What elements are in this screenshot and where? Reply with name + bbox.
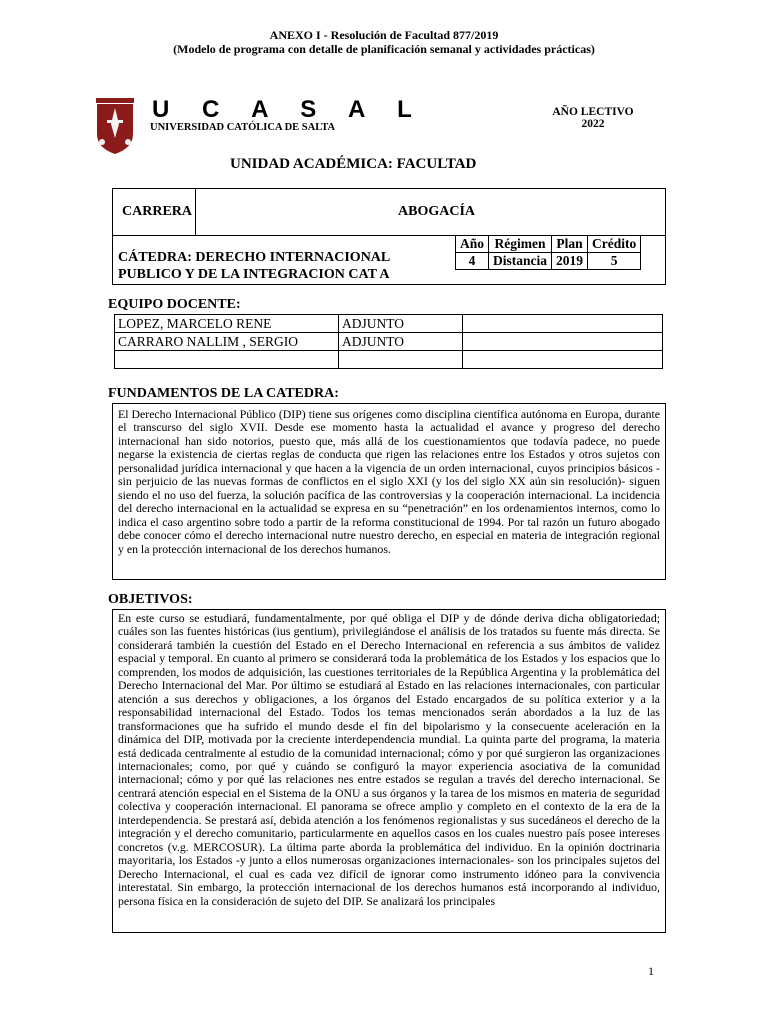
foundations-text: El Derecho Internacional Público (DIP) tiene sus orígenes como disciplina científica autónoma en Europa, durante el transcurso del siglo XVII. Desde ese momento hasta la actualidad el avance y progreso del derecho internacional han sido notorios, puesto que, más allá de los cuestionamientos que todavía padece, no puede negarse la existencia de ciertas reglas de conducta que rigen las relaciones entre los Estados y otros sujetos con personalidad jurídica internacional y que hacen a la vigencia de un orden internacional, cuyos principios básicos -sin perjuicio de las nuevas formas de conflictos en el siglo XXI (y los del siglo XX aún sin resolución)- siguen siendo el no uso del fuerza, la solución pacífica de las controversias y la cooperación internacional. La incidencia del derecho internacional en la actualidad se expresa en su “penetración” en los ordenamientos internos, como lo indica el caso argentino sobre todo a partir de la reforma constitucional de 1994. Por tal razón un futuro abogado debe conocer cómo el derecho internacional nutre nuestro derecho, en especial en materia de integración regional y en la protección internacional de los derechos humanos.	[118, 407, 660, 556]
course-name-line2: PUBLICO Y DE LA INTEGRACION CAT A	[118, 267, 390, 282]
academic-unit: UNIDAD ACADÉMICA: FACULTAD	[230, 156, 477, 172]
foundations-box	[112, 403, 666, 580]
annex-title: ANEXO I - Resolución de Facultad 877/2019	[269, 28, 499, 42]
foundations-title: FUNDAMENTOS DE LA CATEDRA:	[108, 386, 339, 401]
career-label: CARRERA	[122, 204, 192, 219]
year-value: 4	[456, 253, 489, 270]
teacher-role	[339, 351, 463, 369]
teaching-team-title: EQUIPO DOCENTE:	[108, 297, 241, 312]
course-info-table	[455, 235, 641, 270]
table-row	[115, 315, 663, 333]
credit-value: 5	[588, 253, 641, 270]
table-row	[115, 351, 663, 369]
academic-year-label: AÑO LECTIVO	[552, 106, 634, 118]
teacher-extra	[463, 315, 663, 333]
course-info-header-row	[456, 236, 641, 253]
objectives-title: OBJETIVOS:	[108, 592, 193, 607]
regime-header: Régimen	[489, 236, 552, 253]
course-name-line1: CÁTEDRA: DERECHO INTERNACIONAL	[118, 250, 391, 265]
teaching-team-table	[114, 314, 663, 369]
brand-subtitle: UNIVERSIDAD CATÓLICA DE SALTA	[150, 122, 336, 133]
objectives-box	[112, 609, 666, 933]
teacher-extra	[463, 351, 663, 369]
teacher-role: ADJUNTO	[339, 333, 463, 351]
table-row	[115, 333, 663, 351]
plan-value: 2019	[552, 253, 588, 270]
regime-value: Distancia	[489, 253, 552, 270]
year-header: Año	[456, 236, 489, 253]
objectives-text: En este curso se estudiará, fundamentalmente, por qué obliga el DIP y de dónde deriva dicha obligatoriedad; cuáles son las fuentes históricas (ius gentium), privilegiándose el análisis de los tratados su fuente más directa. Se considerará también la cuestión del Estado en el Derecho Internacional en referencia a sus ámbitos de validez espacial y temporal. En cuanto al primero se considerará toda la problemática de los Estados y los espacios que lo comprenden, los modos de adquisición, las cuestiones territoriales de la República Argentina y la problemática del Derecho Internacional del Mar. Por último se estudiará al Estado en las relaciones internacionales, con particular atención a sus derechos y obligaciones, a los órganos del Estado encargados de su política exterior y a la responsabilidad internacional del Estado. Todos los temas mencionados serán abordados a la luz de las transformaciones que ha sufrido el mundo desde el fin del bipolarismo y la consecuente aceleración en la dinámica del DIP, motivada por la creciente interdependencia mundial. La quinta parte del programa, la materia está dedicada centralmente al estudio de la comunidad internacional; cómo y por qué surgieron las organizaciones internacionales; como, por qué y cuándo se configuró la mayor experiencia asociativa de la comunidad internacional; cómo y por qué las relaciones nes entre estados se regulan a través del derecho internacional. Se centrará atención especial en el Sistema de la ONU a sus órganos y la tarea de los mismos en materia de seguridad colectiva y cooperación internacional. El panorama se ofrece amplio y completo en el contexto de la era de la interdependencia. Se prestará así, debida atención a los fenómenos regionalistas y sus sucedáneos el derecho de la integración y el derecho comunitario, particularmente en aquellos casos en los cuales nuestro país posee intereses concretos (v.g. MERCOSUR). La última parte aborda la problemática del individuo. En la opinión doctrinaria mayoritaria, los Estados -y junto a ellos numerosas organizaciones internacionales- son los principales sujetos del Derecho Internacional, el cual es cada vez difícil de ignorar como instrumento idóneo para la convivencia interestatal. Sin embargo, la protección internacional de los derechos humanos está incorporando al individuo, persona física en la consideración de sujeto del DIP. Se analizará los principales	[118, 611, 660, 908]
career-box	[112, 188, 666, 236]
annex-subtitle: (Modelo de programa con detalle de planificación semanal y actividades prácticas)	[173, 42, 595, 56]
university-shield-logo	[96, 98, 134, 154]
teacher-extra	[463, 333, 663, 351]
teacher-role: ADJUNTO	[339, 315, 463, 333]
teacher-name	[115, 351, 339, 369]
academic-year-value: 2022	[581, 118, 605, 130]
teacher-name: CARRARO NALLIM , SERGIO	[115, 333, 339, 351]
plan-header: Plan	[552, 236, 588, 253]
teacher-name: LOPEZ, MARCELO RENE	[115, 315, 339, 333]
career-value: ABOGACÍA	[398, 204, 476, 219]
brand-name: U C A S A L	[152, 96, 425, 123]
page-number: 1	[648, 964, 654, 978]
course-info-value-row	[456, 253, 641, 270]
credit-header: Crédito	[588, 236, 641, 253]
